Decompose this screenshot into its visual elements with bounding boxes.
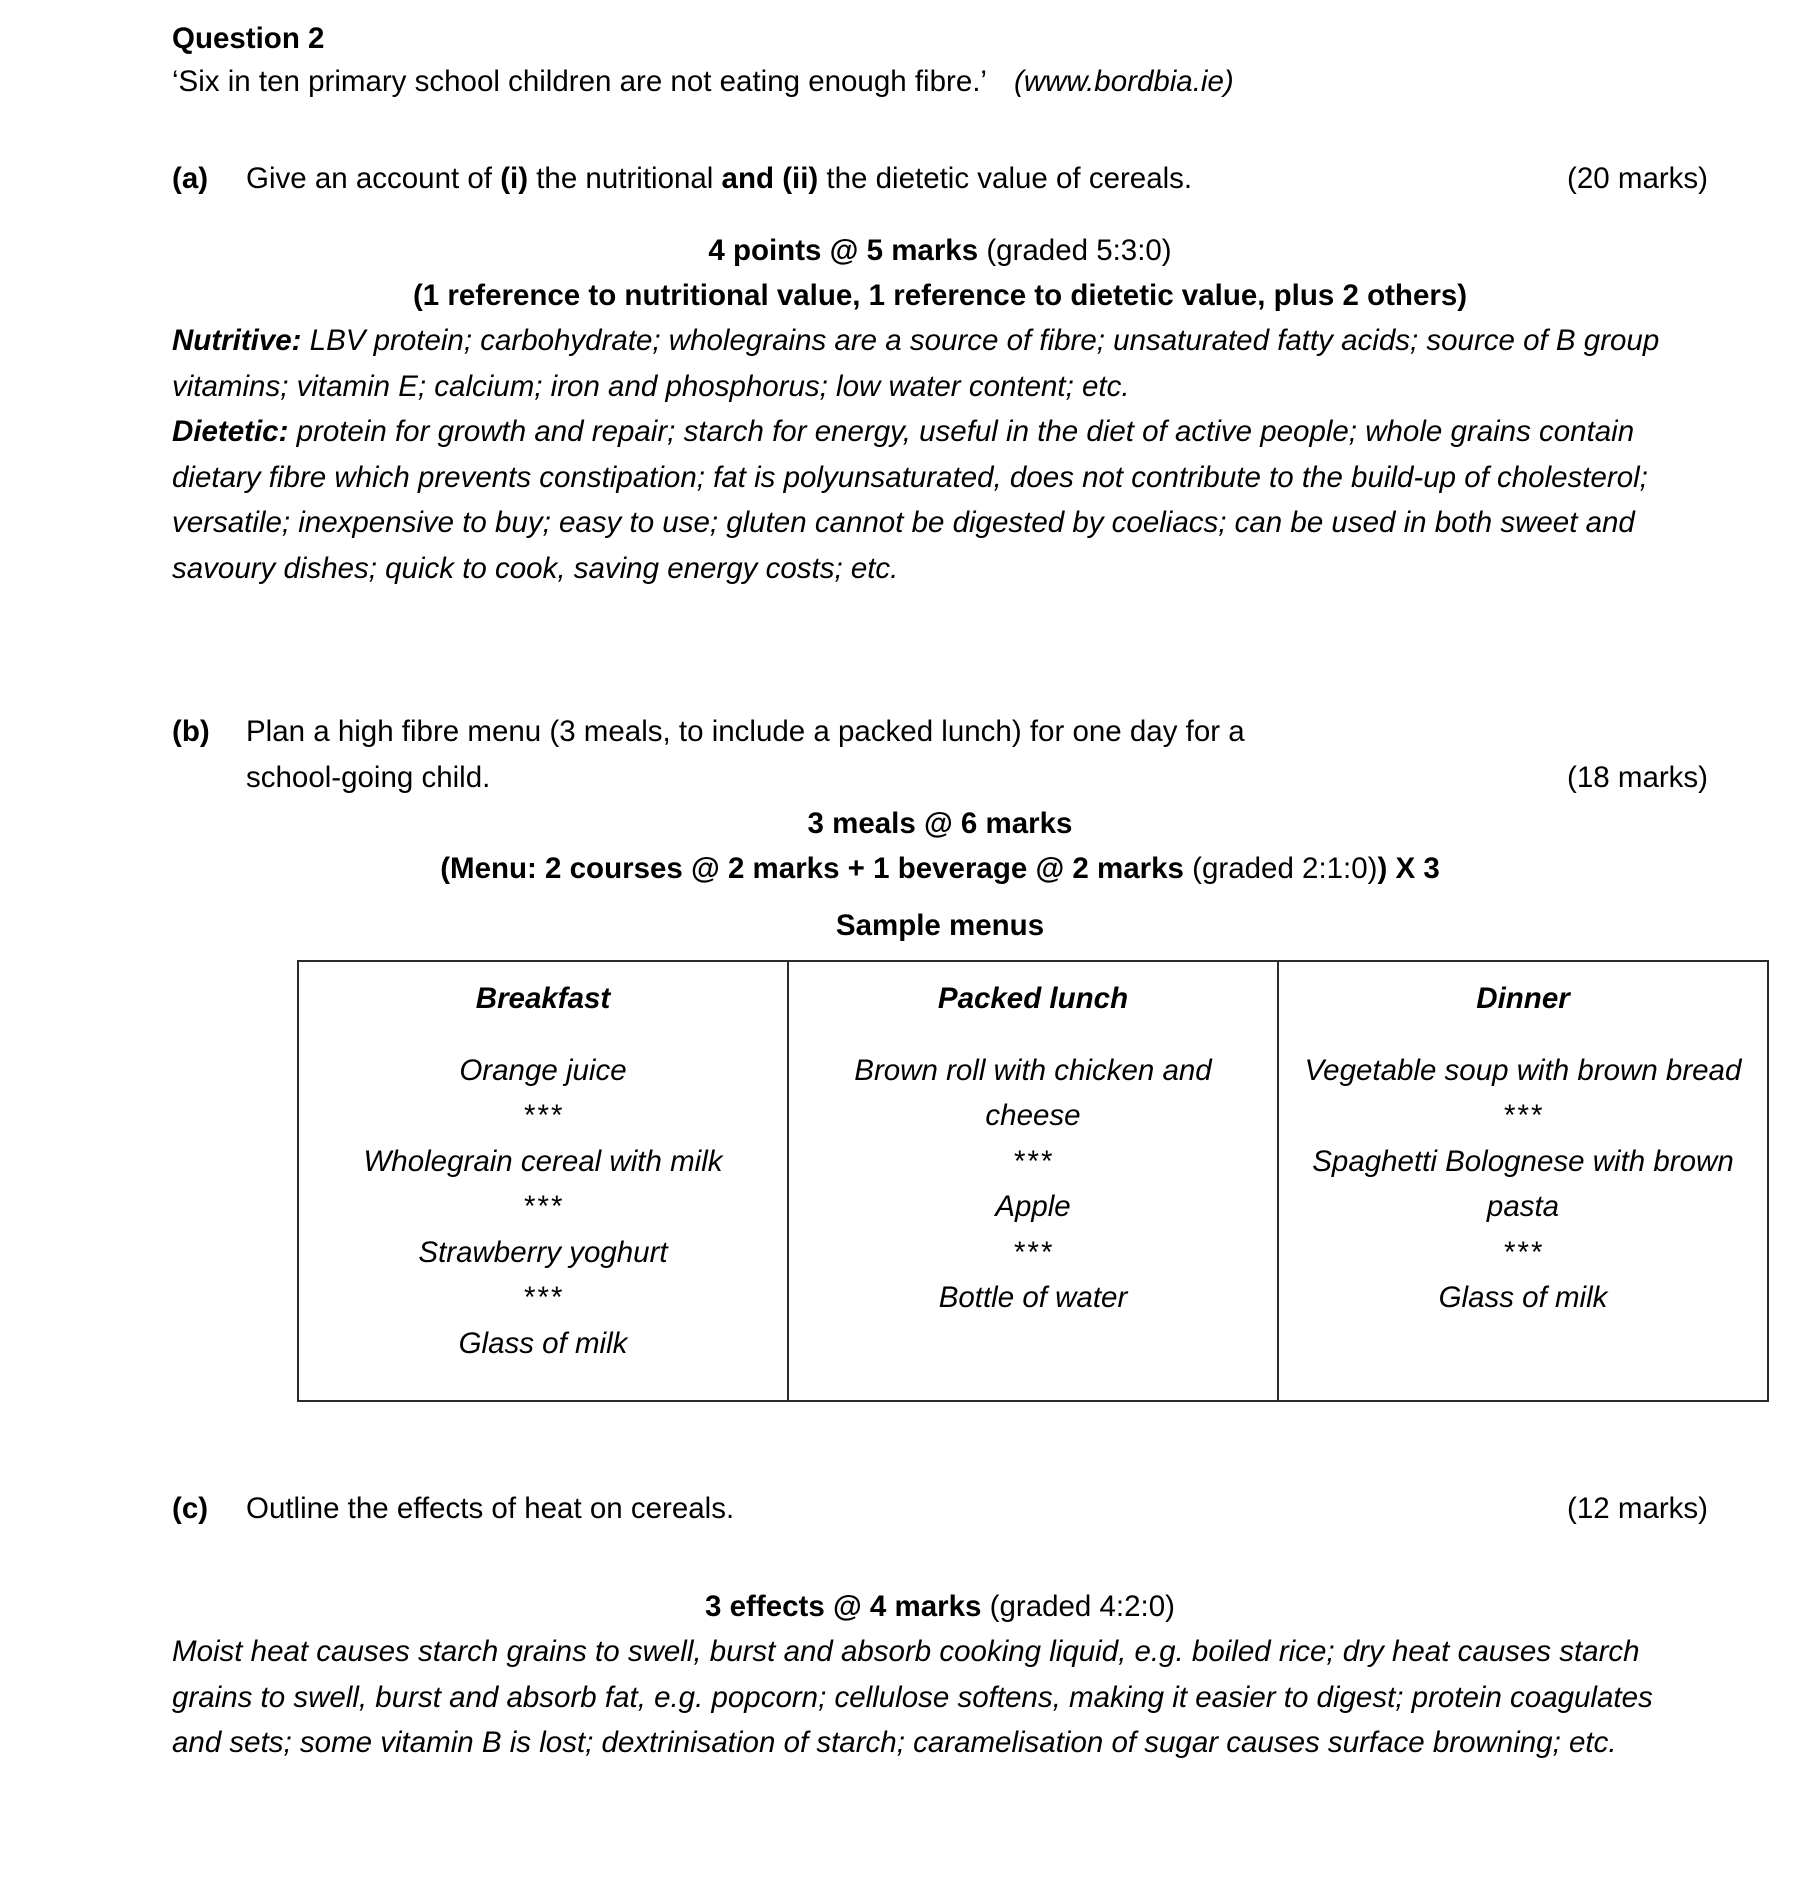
menu-item: Vegetable soup with brown bread	[1304, 1053, 1742, 1087]
part-a	[172, 156, 1708, 202]
part-c-answer: Moist heat causes starch grains to swell, burst and absorb cooking liquid, e.g. boiled rice; dry heat causes starch grains to swell, burst and absorb fat, e.g. popcorn; cellulose softens, making it easier to digest; protein coagulates and sets; some vitamin B is lost; dextrinisation of starch; caramelisation of sugar causes surface browning; etc.	[172, 1635, 1653, 1759]
menu-separator: ***	[1012, 1144, 1054, 1178]
menu-item: Spaghetti Bolognese with brown pasta	[1312, 1144, 1734, 1223]
part-a-letter: (a)	[172, 162, 209, 195]
menu-column-header: Dinner	[1476, 982, 1570, 1015]
sample-menus-table	[297, 960, 1769, 1402]
dietetic-text: protein for growth and repair; starch for energy, useful in the diet of active people; whole grains contain dietary fibre which prevents constipation; fat is polyunsaturated, does not contribute to the build-up of cholesterol; versatile; inexpensive to buy; easy to use; gluten cannot be digested by coeliacs; can be used in both sweet and savoury dishes; quick to cook, saving energy costs; etc.	[172, 415, 1648, 585]
menu-column-packed-lunch	[788, 961, 1278, 1401]
part-b-question-line-2: school-going child.	[246, 761, 491, 794]
menu-item: Glass of milk	[1438, 1281, 1608, 1314]
part-b-question-line-1: Plan a high fibre menu (3 meals, to include a packed lunch) for one day for a	[246, 715, 1245, 748]
menu-item: Bottle of water	[938, 1281, 1128, 1314]
question-source: (www.bordbia.ie)	[1014, 65, 1234, 98]
menu-separator: ***	[522, 1190, 564, 1223]
part-a-scheme-line-1: 4 points @ 5 marks (graded 5:3:0)	[708, 234, 1172, 267]
dietetic-label: Dietetic:	[172, 415, 289, 448]
menu-column-dinner	[1278, 961, 1768, 1401]
menu-item: Orange juice	[459, 1053, 627, 1087]
part-c-letter: (c)	[172, 1492, 209, 1525]
table-row	[298, 961, 1768, 1401]
menu-column-header: Packed lunch	[937, 982, 1129, 1015]
question-title: Question 2	[172, 22, 325, 55]
question-quote: ‘Six in ten primary school children are not eating enough fibre.’	[172, 65, 987, 98]
part-c-question: Outline the effects of heat on cereals.	[246, 1492, 735, 1525]
menu-separator: ***	[1012, 1235, 1054, 1269]
menu-item: Glass of milk	[458, 1326, 628, 1360]
part-a-question: Give an account of (i) the nutritional and (ii) the dietetic value of cereals.	[246, 162, 1193, 195]
part-a-marks: (20 marks)	[1567, 162, 1708, 195]
menu-column-breakfast	[298, 961, 788, 1401]
part-b-scheme-line-1: 3 meals @ 6 marks	[807, 807, 1073, 840]
menu-item: Apple	[995, 1190, 1071, 1223]
part-b-letter: (b)	[172, 715, 210, 748]
part-a-scheme-line-2: (1 reference to nutritional value, 1 reference to dietetic value, plus 2 others)	[412, 279, 1468, 312]
menu-separator: ***	[1502, 1235, 1544, 1269]
question-quote-row	[172, 60, 1708, 104]
nutritive-label: Nutritive:	[172, 324, 302, 357]
part-b-marks: (18 marks)	[1567, 761, 1708, 794]
part-c	[172, 1486, 1708, 1532]
sample-menus-table-wrap	[255, 960, 1742, 1402]
part-a-answer-dietetic	[172, 409, 1708, 591]
part-c-marks: (12 marks)	[1567, 1492, 1708, 1525]
menu-item: Wholegrain cereal with milk	[363, 1144, 723, 1178]
menu-column-header: Breakfast	[475, 982, 611, 1015]
nutritive-text: LBV protein; carbohydrate; wholegrains are a source of fibre; unsaturated fatty acids; source of B group vitamins; vitamin E; calcium; iron and phosphorus; low water content; etc.	[172, 324, 1660, 403]
part-c-scheme-line-1: 3 effects @ 4 marks (graded 4:2:0)	[705, 1590, 1175, 1623]
menu-separator: ***	[522, 1281, 564, 1314]
part-b-scheme-line-2: (Menu: 2 courses @ 2 marks + 1 beverage @ 2 marks (graded 2:1:0)) X 3	[440, 852, 1440, 885]
menu-item: Strawberry yoghurt	[418, 1235, 668, 1269]
part-a-answer-nutritive	[172, 318, 1708, 409]
menu-item: Brown roll with chicken and cheese	[854, 1053, 1212, 1132]
menu-separator: ***	[1502, 1099, 1544, 1132]
sample-menus-caption: Sample menus	[835, 909, 1045, 942]
menu-separator: ***	[522, 1099, 564, 1132]
